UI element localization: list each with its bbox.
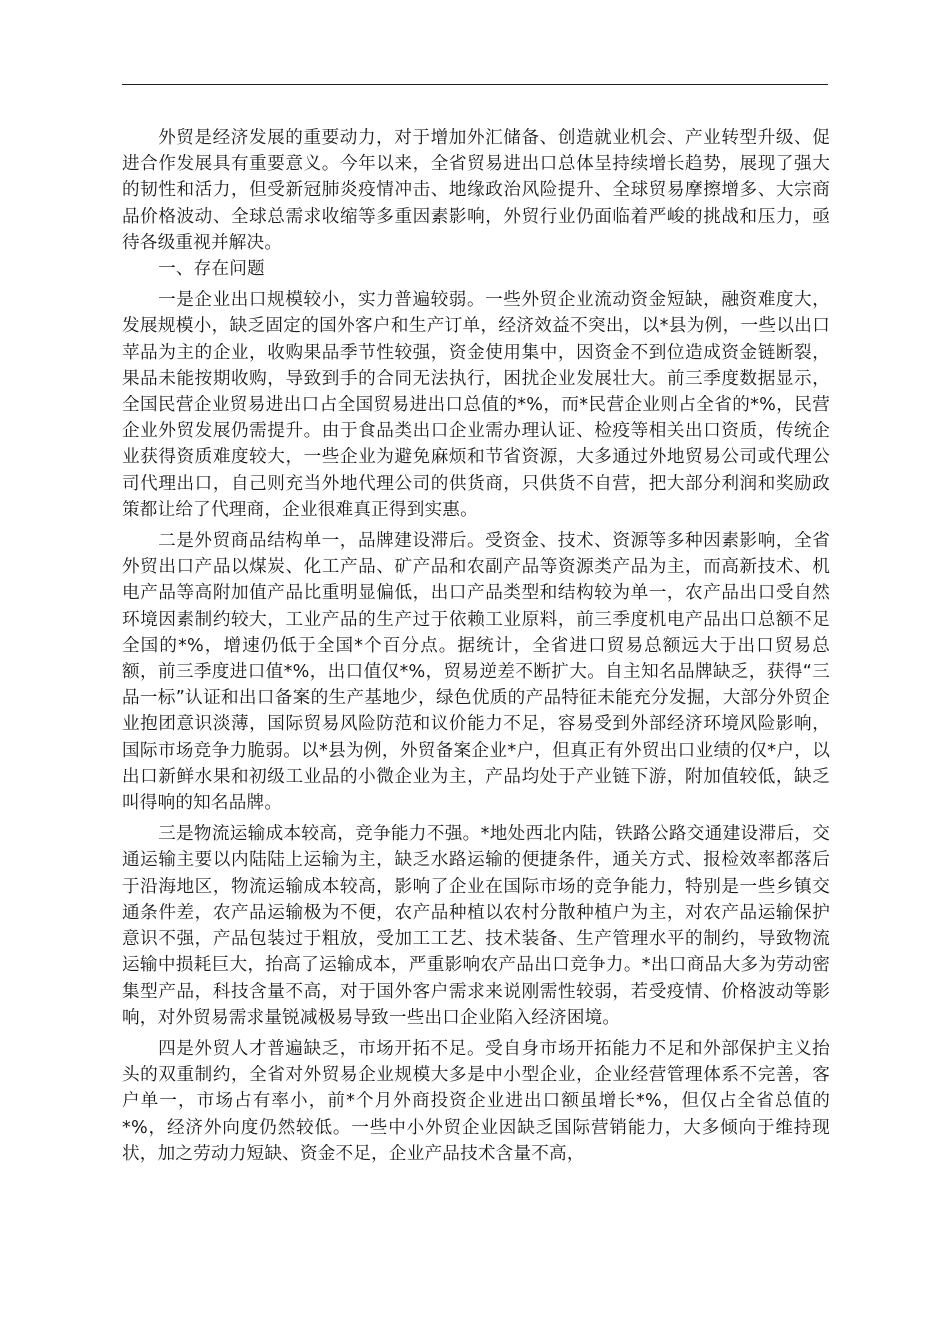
section-heading-problems: 一、存在问题 bbox=[158, 259, 265, 280]
header-rule bbox=[122, 84, 828, 85]
paragraph-problem-4: 四是外贸人才普遍缺乏，市场开拓不足。受自身市场开拓能力不足和外部保护主义抬头的双重制约，全省对外贸易企业规模大多是中小型企业，企业经营管理体系不完善，客户单一，市场占有率小，前*个月外商投资企业进出口额虽增长*%，但仅占全省总值的*%，经济外向度仍然较低。一些中小外贸企业因缺乏国际营销能力，大多倾向于维持现状，加之劳动力短缺、资金不足，企业产品技术含量不高， bbox=[122, 1038, 830, 1164]
paragraph-problem-1: 一是企业出口规模较小，实力普遍较弱。一些外贸企业流动资金短缺，融资难度大，发展规模小，缺乏固定的国外客户和生产订单，经济效益不突出，以*县为例，一些以出口苹品为主的企业，收购果品季节性较强，资金使用集中，因资金不到位造成资金链断裂，果品未能按期收购，导致到手的合同无法执行，困扰企业发展壮大。前三季度数据显示，全国民营企业贸易进出口占全国贸易进出口总值的*%，而*民营企业则占全省的*%，民营企业外贸发展仍需提升。由于食品类出口企业需办理认证、检疫等相关出口资质，传统企业获得资质难度较大，一些企业为避免麻烦和节省资源，大多通过外地贸易公司或代理公司代理出口，自己则充当外地代理公司的供货商，只供货不自营，把大部分利润和奖励政策都让给了代理商，企业很难真正得到实惠。 bbox=[122, 290, 830, 520]
document-body bbox=[122, 125, 830, 1167]
paragraph-problem-2: 二是外贸商品结构单一，品牌建设滞后。受资金、技术、资源等多种因素影响，全省外贸出口产品以煤炭、化工产品、矿产品和农副产品等资源类产品为主，而高新技术、机电产品等高附加值产品比重明显偏低，出口产品类型和结构较为单一，农产品出口受自然环境因素制约较大，工业产品的生产过于依赖工业原料，前三季度机电产品出口总额不足全国的*%，增速仍低于全国*个百分点。据统计，全省进口贸易总额远大于出口贸易总额，前三季度进口值*%，出口值仅*%，贸易逆差不断扩大。自主知名品牌缺乏，获得“三品一标”认证和出口备案的生产基地少，绿色优质的产品特征未能充分发掘，大部分外贸企业抱团意识淡薄，国际贸易风险防范和议价能力不足，容易受到外部经济环境风险影响，国际市场竞争力脆弱。以*县为例，外贸备案企业*户，但真正有外贸出口业绩的仅*户，以出口新鲜水果和初级工业品的小微企业为主，产品均处于产业链下游，附加值较低，缺乏叫得响的知名品牌。 bbox=[122, 531, 830, 814]
intro-paragraph: 外贸是经济发展的重要动力，对于增加外汇储备、创造就业机会、产业转型升级、促进合作发展具有重要意义。今年以来，全省贸易进出口总体呈持续增长趋势，展现了强大的韧性和活力，但受新冠肺炎疫情冲击、地缘政治风险提升、全球贸易摩擦增多、大宗商品价格波动、全球总需求收缩等多重因素影响，外贸行业仍面临着严峻的挑战和压力，亟待各级重视并解决。 bbox=[122, 128, 830, 253]
paragraph-problem-3: 三是物流运输成本较高，竞争能力不强。*地处西北内陆，铁路公路交通建设滞后，交通运输主要以内陆陆上运输为主，缺乏水路运输的便捷条件，通关方式、报检效率都落后于沿海地区，物流运输成本较高，影响了企业在国际市场的竞争能力，特别是一些乡镇交通条件差，农产品运输极为不便，农产品种植以农村分散种植户为主，对农产品运输保护意识不强，产品包装过于粗放，受加工工艺、技术装备、生产管理水平的制约，导致物流运输中损耗巨大，抬高了运输成本，严重影响农产品出口竞争力。*出口商品大多为劳动密集型产品，科技含量不高，对于国外客户需求来说刚需性较弱，若受疫情、价格波动等影响，对外贸易需求量锐减极易导致一些出口企业陷入经济困境。 bbox=[122, 824, 830, 1028]
